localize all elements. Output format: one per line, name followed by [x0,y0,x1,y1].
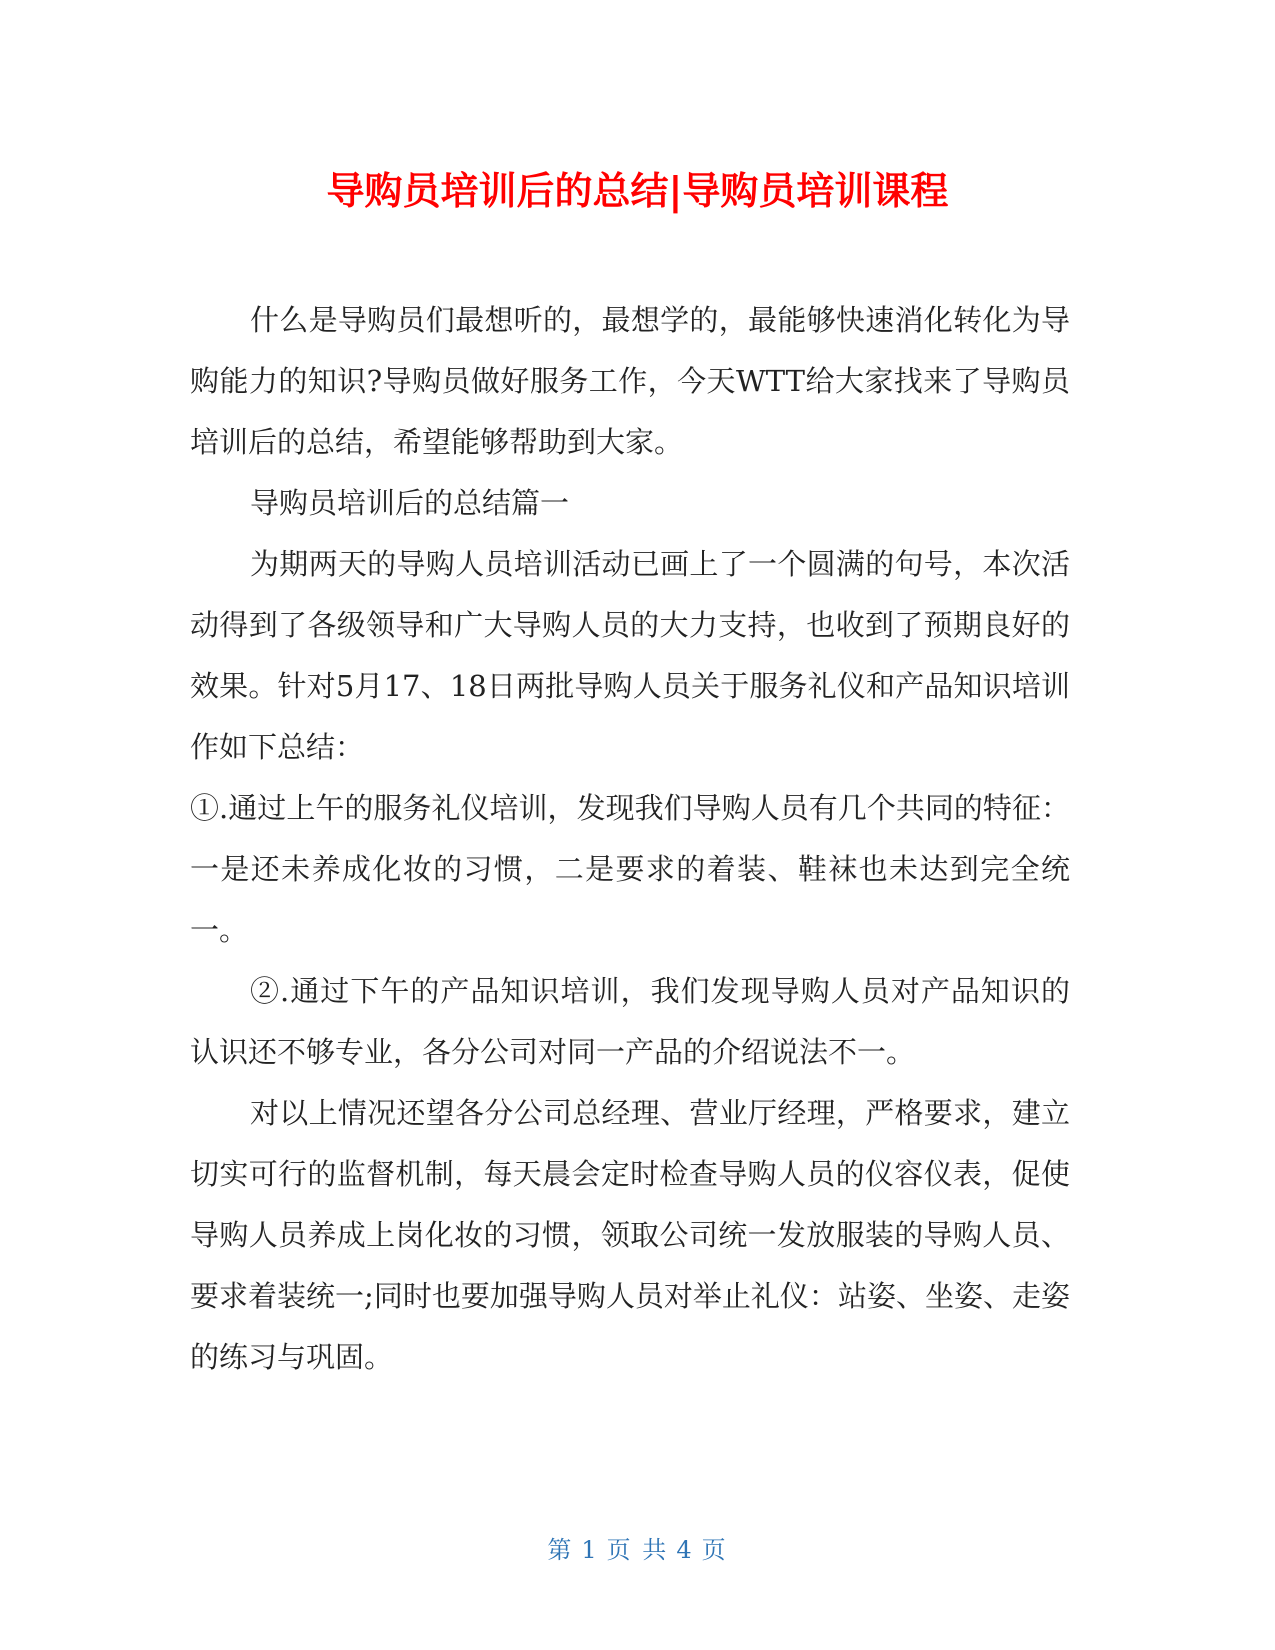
footer-prefix: 第 [547,1536,574,1564]
document-body [190,290,1070,1388]
document-title: 导购员培训后的总结|导购员培训课程 [326,169,949,213]
footer-mid: 页 共 [606,1536,669,1564]
page-footer [0,1534,1275,1566]
total-pages-number: 4 [676,1536,694,1564]
footer-suffix: 页 [701,1536,728,1564]
paragraph-summary: 为期两天的导购人员培训活动已画上了一个圆满的句号，本次活动得到了各级领导和广大导购人员的大力支持，也收到了预期良好的效果。针对5月17、18日两批导购人员关于服务礼仪和产品知识培训作如下总结： [190,547,1070,764]
section-heading: 导购员培训后的总结篇一 [250,486,570,520]
list-item-2: ②.通过下午的产品知识培训，我们发现导购人员对产品知识的认识还不够专业，各分公司对同一产品的介绍说法不一。 [190,974,1070,1069]
list-item-1: ①.通过上午的服务礼仪培训，发现我们导购人员有几个共同的特征：一是还未养成化妆的习惯，二是要求的着装、鞋袜也未达到完全统一。 [190,791,1070,947]
current-page-number: 1 [581,1536,599,1564]
paragraph-recommendation: 对以上情况还望各分公司总经理、营业厅经理，严格要求，建立切实可行的监督机制，每天晨会定时检查导购人员的仪容仪表，促使导购人员养成上岗化妆的习惯，领取公司统一发放服装的导购人员、要求着装统一;同时也要加强导购人员对举止礼仪：站姿、坐姿、走姿的练习与巩固。 [190,1096,1070,1374]
paragraph-intro: 什么是导购员们最想听的，最想学的，最能够快速消化转化为导购能力的知识?导购员做好服务工作，今天WTT给大家找来了导购员培训后的总结，希望能够帮助到大家。 [190,303,1070,459]
